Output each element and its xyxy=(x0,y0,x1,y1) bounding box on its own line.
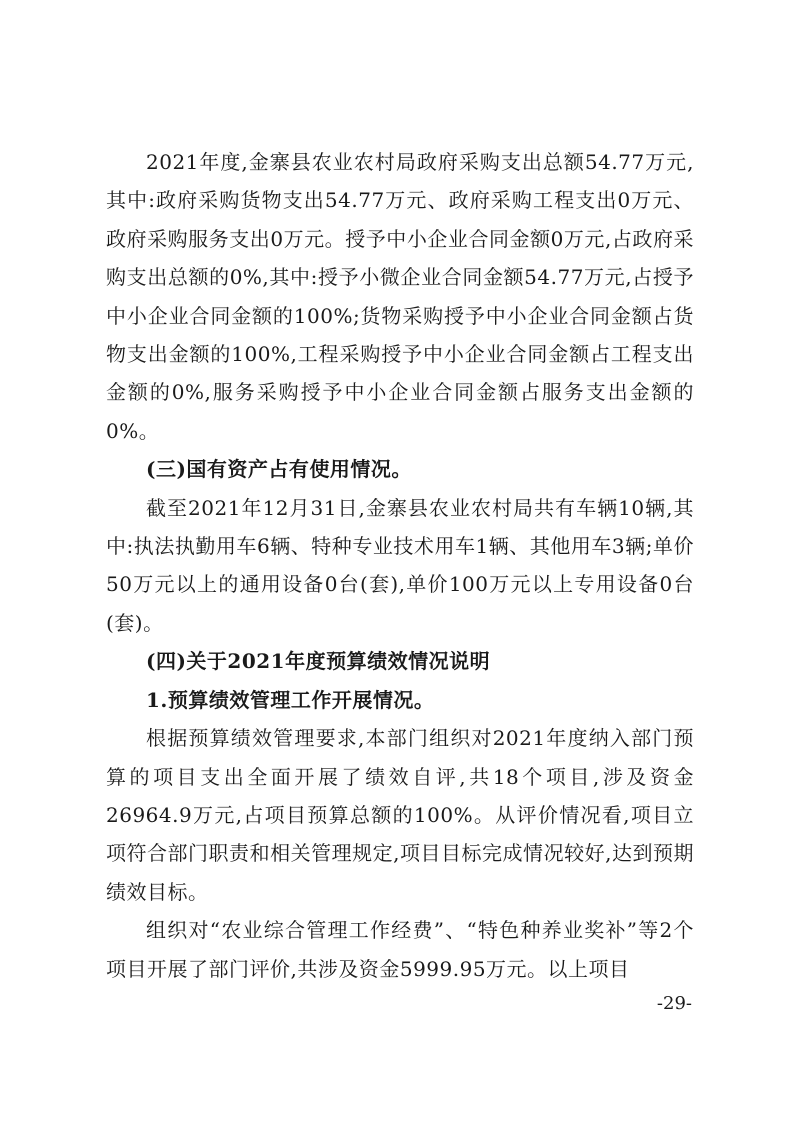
performance-self-eval-paragraph: 根据预算绩效管理要求,本部门组织对2021年度纳入部门预算的项目支出全面开展了绩效自评,共18个项目,涉及资金26964.9万元,占项目预算总额的100%。从评价情况看,项目立项符合部门职责和相关管理规定,项目目标完成情况较好,达到预期绩效目标。 xyxy=(106,726,694,904)
document-body xyxy=(106,143,694,988)
performance-dept-eval-paragraph: 组织对“农业综合管理工作经费”、“特色种养业奖补”等2个项目开展了部门评价,共涉及资金5999.95万元。以上项目 xyxy=(106,918,694,981)
procurement-paragraph: 2021年度,金寨县农业农村局政府采购支出总额54.77万元,其中:政府采购货物支出54.77万元、政府采购工程支出0万元、政府采购服务支出0万元。授予中小企业合同金额0万元,占政府采购支出总额的0%,其中:授予小微企业合同金额54.77万元,占授予中小企业合同金额的100%;货物采购授予中小企业合同金额占货物支出金额的100%,工程采购授予中小企业合同金额占工程支出金额的0%,服务采购授予中小企业合同金额占服务支出金额的0%。 xyxy=(106,150,694,443)
subsection-heading-management: 1.预算绩效管理工作开展情况。 xyxy=(146,687,435,712)
assets-paragraph: 截至2021年12月31日,金寨县农业农村局共有车辆10辆,其中:执法执勤用车6辆、特种专业技术用车1辆、其他用车3辆;单价50万元以上的通用设备0台(套),单价100万元以上专用设备0台(套)。 xyxy=(106,495,694,635)
section-heading-assets: (三)国有资产占有使用情况。 xyxy=(146,457,412,482)
page-number: -29- xyxy=(656,993,692,1014)
section-heading-performance: (四)关于2021年度预算绩效情况说明 xyxy=(146,649,491,674)
